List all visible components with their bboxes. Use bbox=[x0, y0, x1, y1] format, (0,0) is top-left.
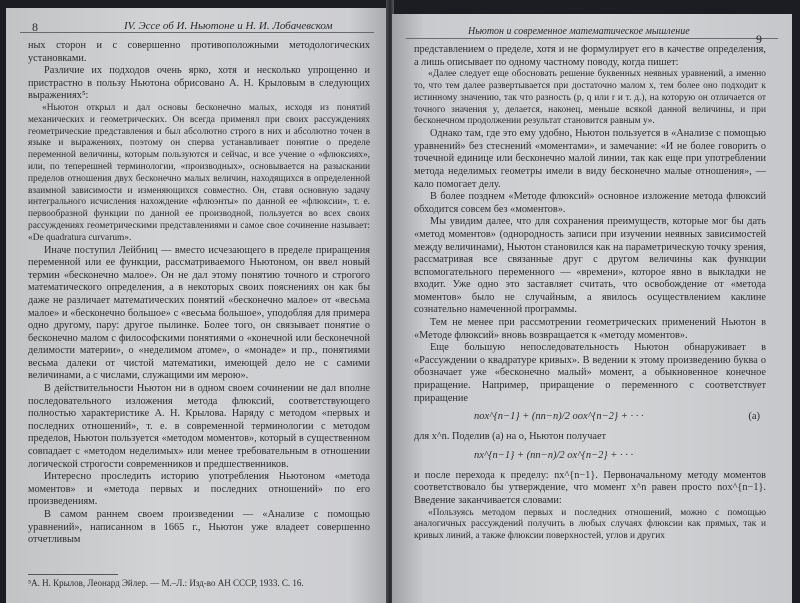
quotation: «Ньютон открыл и дал основы бесконечно малых, исходя из понятий механических и геометрических. Он всегда применял при своих рассуждениях геометрические представления и был абсолютно строго в них и абсолютно точен в языке и выражениях, поэтому он сперва устанавливает понятие о пределе переменной величины, которым пользуются и сейчас, и все учение о «флюксиях», или, по теперешней терминологии, «производных», основывается на разыскании пределов отношения двух бесконечно малых величин, находящихся в определенной взаимной зависимости и изменяющихся совместно. Он, ставя основную задачу интегрального исчисления нахождение «флюэнты» по данной ее «флюксии», т. е. первообразной функции по данной ее производной, пользуется во всех своих рассуждениях геометрическими представлениями и самое свое сочинение называет: «De quadratura curvarum». bbox=[28, 102, 370, 243]
quotation: «Далее следует еще обосновать решение буквенных неявных уравнений, а именно то, что тем далее развертывается при достаточно малом x, тем более оно подходит к истинному значению, так что разность (p, q или r и т. д.), на которую он отличается от точного значения y, делается, наконец, меньше всякой данной величины, и при бесконечном продолжении результат становится равным y». bbox=[414, 69, 766, 127]
paragraph: В более позднем «Методе флюксий» основное изложение метода флюксий обходится совсем без «моментов». bbox=[414, 191, 766, 215]
formula-a-row bbox=[414, 405, 766, 431]
left-page-body bbox=[28, 40, 370, 547]
formula-b: nx^{n−1} + (nn−n)/2 ox^{n−2} + · · · bbox=[474, 449, 634, 461]
formula-b-row bbox=[414, 444, 766, 470]
footnote: ⁵А. Н. Крылов, Леонард Эйлер. — М.–Л.: Изд-во АН СССР, 1933. С. 16. bbox=[28, 578, 304, 588]
paragraph: В действительности Ньютон ни в одном своем сочинении не дал вполне последовательного изложения метода флюксий, соответствующего полностью характеристике А. Н. Крылова. Наряду с методом «первых и последних отношений», т. е. в современной терминологии с методом пределов, Ньютон пользуется «методом моментов», который в существенном совпадает с «методом неделимых» или менее требовательным в отношении логической строгости современников и предшественников. bbox=[28, 383, 370, 470]
right-running-head-title: Ньютон и современное математическое мышление bbox=[468, 26, 690, 37]
paragraph: Еще большую непоследовательность Ньютон обнаруживает в «Рассуждении о квадратуре кривых». В ведении к этому произведению буква o обозначает уже «бесконечно малый» момент, а обыкновенное конечное приращение. Например, приращение о переменного с соответствует приращение bbox=[414, 342, 766, 404]
paragraph: Однако там, где это ему удобно, Ньютон пользуется в «Анализе с помощью уравнений» без стеснений «моментами», и замечание: «И не более говорить о точечной единице или бесконечно малой линии, так как еще при употреблении метода неделимых геометры имели в виду бесконечно малые отношения», — кало помогает делу. bbox=[414, 128, 766, 190]
paragraph: Мы увидим далее, что для сохранения преимуществ, которые мог бы дать «метод моментов» (однородность записи при изучении неявных зависимостей между величинами), Ньютон становился как на параметрическую точку зрения, рассматривая все связанные друг с другом величины как функции вспомогательного переменного — «времени», которое явно в выкладки не входит. Уже одно это заставляет считать, что освобождение от «метода моментов» было не случайным, а явилось осуществлением каклине сознательно намеченной программы. bbox=[414, 216, 766, 316]
right-running-header bbox=[406, 14, 778, 46]
paragraph: ных сторон и с совершенно противоположными методологических установками. bbox=[28, 40, 370, 64]
left-page-number: 8 bbox=[32, 20, 38, 34]
right-text-before-formula bbox=[414, 44, 766, 405]
paragraph: и после перехода к пределу: nx^{n−1}. Первоначальному методу моментов соответствовало бы утверждение, что момент x^n равен просто nox^{n−1}. Введение заканчивается словами: bbox=[414, 469, 766, 507]
paragraph: представлением о пределе, хотя и не формулирует его в качестве определения, а лишь описывает по одному частному поводу, когда пишет: bbox=[414, 44, 766, 68]
paragraph: Иначе поступил Лейбниц — вместо исчезающего в пределе приращения переменной или ее функции, рассматриваемого Ньютоном, он ввел новый термин «бесконечно малое». Он не дал этому понятию точного и строгого математического определения, а в некоторых своих пояснениях он как бы даже не различает математических понятий «бесконечно малое» от «весьма малое» и «бесконечно большое» с «весьма большое», уподобляя для примера одно другому, пару: другое пылинке. Более того, он связывает понятие о бесконечно малом с философскими понятиями о «конечной или бесконечной делимости материи», о «неделимом атоме», о «монаде» и пр., понятиями весьма далеки от чистой математики, имеющей дело не с самими величинами, а с числами, служащими им мерою». bbox=[28, 244, 370, 382]
paragraph: Различие их подходов очень ярко, хотя и несколько упрощенно и пристрастно в пользу Ньютона обрисовано А. Н. Крыловым в следующих выражениях⁵: bbox=[28, 65, 370, 102]
paragraph: Интересно проследить историю употребления Ньютоном «метода моментов» и «метода первых и последних отношений» по его произведениям. bbox=[28, 471, 370, 508]
quotation: «Пользуясь методом первых и последних отношений, можно с помощью аналогичных рассуждений получить в любых случаях флюксии как прямых, так и кривых линий, а также флюксии поверхностей, углов и других bbox=[414, 507, 766, 542]
mid-paragraph: для x^n. Поделив (a) на o, Ньютон получает bbox=[414, 431, 607, 443]
formula-a: nox^{n−1} + (nn−n)/2 oox^{n−2} + · · · bbox=[474, 411, 644, 423]
paragraph: Тем не менее при рассмотрении геометрических применений Ньютон в «Методе флюксий» вновь возвращается к «методу моментов». bbox=[414, 317, 766, 341]
right-page-body bbox=[414, 44, 766, 543]
formula-a-tag: (a) bbox=[748, 411, 760, 423]
left-running-header bbox=[20, 8, 374, 33]
paragraph: В самом раннем своем произведении — «Анализе с помощью уравнений», написанном в 1665 г., Ньютон уже владеет совершенно отчетливым bbox=[28, 509, 370, 546]
right-page-number: 9 bbox=[756, 32, 762, 46]
footnote-rule bbox=[28, 574, 118, 575]
left-page bbox=[6, 8, 388, 603]
left-running-head-title: IV. Эссе об И. Ньютоне и Н. И. Лобачевском bbox=[124, 20, 333, 32]
right-page bbox=[392, 14, 792, 603]
right-text-after-formula bbox=[414, 470, 766, 543]
